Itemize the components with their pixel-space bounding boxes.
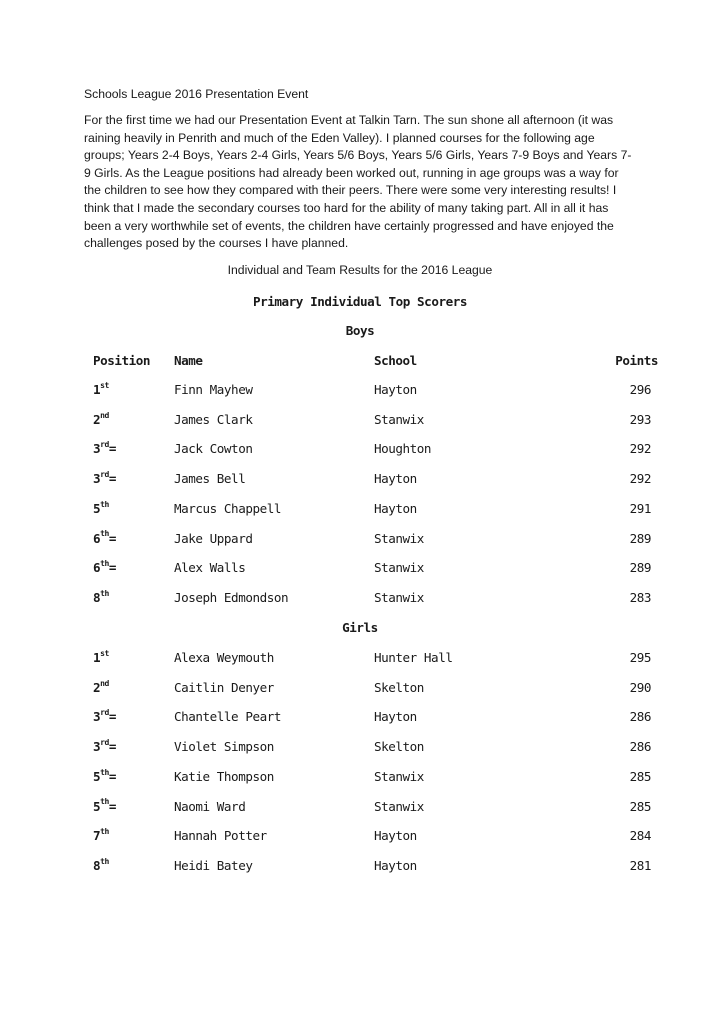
name-cell: Alex Walls: [174, 560, 246, 576]
position-cell: [93, 680, 109, 695]
school-cell: Hayton: [374, 709, 417, 725]
position-suffix: nd: [100, 410, 109, 420]
name-cell: Alexa Weymouth: [174, 650, 274, 665]
school-cell: Stanwix: [374, 589, 424, 605]
position-number: 8: [93, 589, 101, 605]
points-cell: 289: [629, 560, 651, 576]
position-suffix: th: [100, 797, 109, 807]
girls-section-title: Girls: [342, 620, 378, 635]
points-cell: 285: [629, 768, 651, 784]
document-title: Schools League 2016 Presentation Event: [84, 87, 309, 101]
position-number: 6: [93, 530, 101, 546]
position-suffix: th: [100, 856, 109, 866]
position-cell: [93, 650, 109, 665]
name-cell: Jake Uppard: [174, 530, 253, 546]
table-row: [84, 650, 664, 670]
school-cell: Skelton: [374, 679, 424, 695]
school-cell: Stanwix: [374, 560, 424, 576]
position-cell: [93, 769, 116, 784]
points-cell: 286: [629, 709, 651, 725]
table-row: [84, 709, 664, 729]
name-cell: James Bell: [174, 471, 246, 487]
points-cell: 293: [629, 411, 651, 427]
position-cell: [93, 441, 116, 456]
position-cell: [93, 501, 109, 516]
points-cell: 290: [629, 679, 651, 695]
table-row: [84, 680, 664, 700]
position-number: 5: [93, 768, 101, 784]
points-cell: 285: [629, 798, 651, 814]
table-row: [84, 501, 664, 521]
position-cell: [93, 739, 116, 754]
position-number: 2: [93, 411, 101, 427]
results-title: Primary Individual Top Scorers: [253, 294, 467, 309]
position-cell: [93, 590, 109, 605]
school-cell: Hayton: [374, 471, 417, 487]
school-cell: Stanwix: [374, 798, 424, 814]
name-cell: Heidi Batey: [174, 857, 253, 873]
name-cell: Naomi Ward: [174, 798, 246, 814]
position-suffix: nd: [100, 678, 109, 688]
school-cell: Hunter Hall: [374, 650, 453, 665]
name-cell: Violet Simpson: [174, 739, 274, 755]
name-cell: Caitlin Denyer: [174, 679, 274, 695]
position-number: 3: [93, 709, 101, 725]
position-tie-marker: =: [108, 709, 117, 725]
position-suffix: th: [100, 827, 109, 836]
points-cell: 292: [629, 441, 651, 457]
school-cell: Hayton: [374, 857, 417, 873]
table-row: [84, 412, 664, 432]
position-cell: [93, 828, 109, 843]
name-cell: Joseph Edmondson: [174, 589, 289, 605]
table-row: [84, 382, 664, 402]
school-cell: Stanwix: [374, 768, 424, 784]
position-number: 3: [93, 441, 101, 457]
name-cell: Hannah Potter: [174, 828, 267, 844]
position-number: 5: [93, 798, 101, 814]
points-cell: 286: [629, 739, 651, 755]
school-cell: Skelton: [374, 739, 424, 755]
table-row: [84, 799, 664, 819]
table-row: [84, 531, 664, 551]
position-cell: [93, 709, 116, 724]
school-cell: Hayton: [374, 500, 417, 516]
position-suffix: rd: [100, 737, 109, 747]
name-cell: Marcus Chappell: [174, 500, 281, 516]
position-cell: [93, 412, 109, 427]
position-cell: [93, 799, 116, 814]
position-cell: [93, 471, 116, 486]
table-row: [84, 590, 664, 610]
points-cell: 289: [629, 530, 651, 546]
position-number: 8: [93, 857, 101, 873]
points-cell: 291: [629, 500, 651, 516]
position-number: 5: [93, 500, 101, 516]
table-row: [84, 769, 664, 789]
position-tie-marker: =: [108, 471, 117, 487]
position-tie-marker: =: [108, 560, 117, 576]
school-cell: Stanwix: [374, 411, 424, 427]
position-suffix: th: [100, 588, 109, 598]
column-header-school: School: [374, 353, 417, 368]
school-cell: Stanwix: [374, 530, 424, 546]
table-header: [84, 353, 664, 373]
position-number: 7: [93, 828, 101, 844]
position-suffix: th: [100, 767, 109, 777]
boys-section-title: Boys: [345, 323, 375, 338]
name-cell: Chantelle Peart: [174, 709, 281, 725]
position-tie-marker: =: [108, 530, 117, 546]
points-cell: 295: [629, 650, 651, 665]
position-number: 3: [93, 471, 101, 487]
intro-paragraph: For the first time we had our Presentation Event at Talkin Tarn. The sun shone all afternoon (it was raining heavily in Penrith and much of the Eden Valley). I planned courses for the following age groups; Years 2-4 Boys, Years 2-4 Girls, Years 5/6 Boys, Years 5/6 Girls, Years 7-9 Boys and Years 7-9 Girls. As the League positions had already been worked out, running in age groups was a way for the children to see how they compared with their peers. There were some very interesting results! I think that I made the secondary courses too hard for the ability of many taking part. All in all it has been a very worthwhile set of events, the children have certainly progressed and have enjoyed the challenges posed by the courses I have planned.: [84, 113, 632, 251]
table-row: [84, 441, 664, 461]
table-row: [84, 560, 664, 580]
position-cell: [93, 531, 116, 546]
points-cell: 296: [629, 382, 651, 397]
position-suffix: th: [100, 559, 109, 568]
position-number: 6: [93, 560, 101, 576]
table-row: [84, 739, 664, 759]
column-header-position: Position: [93, 353, 151, 368]
points-cell: 283: [629, 589, 651, 605]
position-number: 1: [93, 382, 101, 397]
position-number: 1: [93, 650, 101, 665]
points-cell: 292: [629, 471, 651, 487]
school-cell: Hayton: [374, 382, 417, 397]
position-cell: [93, 858, 109, 873]
position-suffix: th: [100, 529, 109, 539]
position-number: 2: [93, 679, 101, 695]
position-cell: [93, 382, 109, 397]
position-tie-marker: =: [108, 739, 117, 755]
position-suffix: th: [100, 499, 109, 509]
name-cell: Katie Thompson: [174, 768, 274, 784]
position-suffix: rd: [100, 440, 109, 450]
position-suffix: rd: [100, 469, 109, 479]
results-heading: Individual and Team Results for the 2016 League: [227, 263, 493, 277]
table-row: [84, 858, 664, 878]
position-suffix: st: [100, 648, 109, 658]
position-tie-marker: =: [108, 798, 117, 814]
school-cell: Houghton: [374, 441, 432, 457]
points-cell: 284: [629, 828, 651, 844]
column-header-name: Name: [174, 353, 203, 368]
table-row: [84, 471, 664, 491]
table-row: [84, 828, 664, 848]
name-cell: Jack Cowton: [174, 441, 253, 457]
school-cell: Hayton: [374, 828, 417, 844]
position-tie-marker: =: [108, 768, 117, 784]
column-header-points: Points: [615, 353, 658, 368]
name-cell: Finn Mayhew: [174, 382, 253, 397]
position-tie-marker: =: [108, 441, 117, 457]
position-suffix: st: [100, 380, 109, 390]
points-cell: 281: [629, 857, 651, 873]
position-suffix: rd: [100, 708, 109, 718]
position-number: 3: [93, 739, 101, 755]
position-cell: [93, 560, 116, 575]
name-cell: James Clark: [174, 411, 253, 427]
